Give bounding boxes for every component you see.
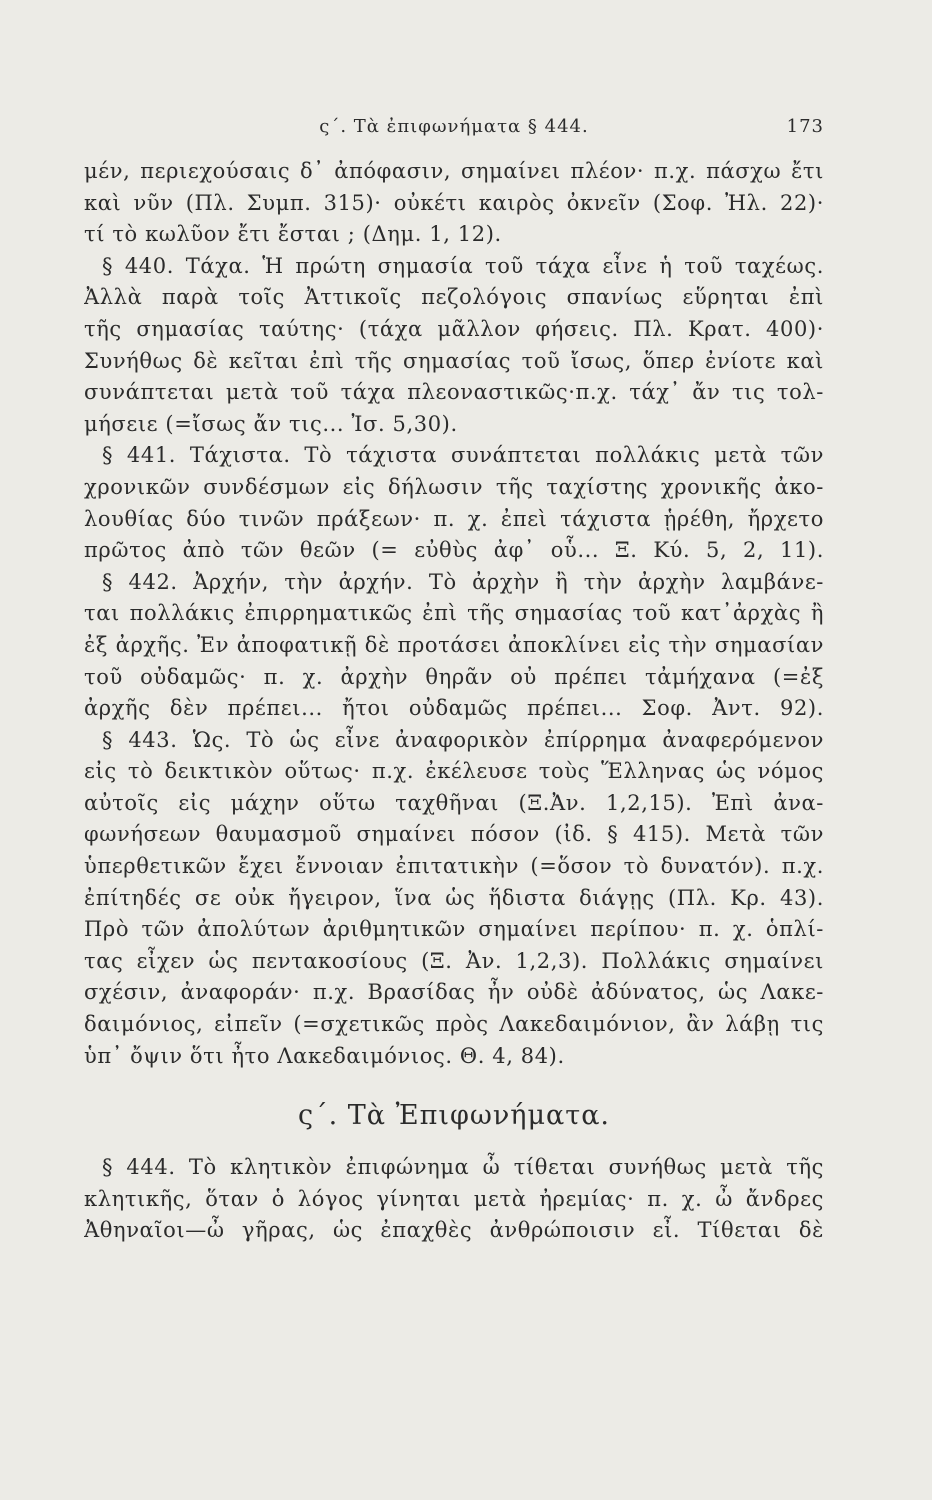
text-line: § 441. Τάχιστα. Τὸ τάχιστα συνάπτεται πολλάκις μετὰ τῶν [102,443,824,468]
text-line: συνάπτεται μετὰ τοῦ τάχα πλεοναστικῶς·π.χ. τάχ᾽ ἄν τις τολ- [84,380,824,405]
text-line: ἐξ ἀρχῆς. Ἐν ἀποφατικῇ δὲ προτάσει ἀποκλίνει εἰς τὴν σημασίαν [84,632,824,657]
text-line: Πρὸ τῶν ἀπολύτων ἀριθμητικῶν σημαίνει περίπου· π. χ. ὁπλί- [84,917,824,942]
text-line: Ἀλλὰ παρὰ τοῖς Ἀττικοῖς πεζολόγοις σπανίως εὕρηται ἐπὶ [84,285,824,310]
text-line: ὑπ᾽ ὄψιν ὅτι ἦτο Λακεδαιμόνιος. Θ. 4, 84). [84,1043,565,1068]
text-line: δαιμόνιος, εἰπεῖν (=σχετικῶς πρὸς Λακεδαιμόνιον, ἂν λάβῃ τις [84,1012,824,1037]
text-line: § 444. Τὸ κλητικὸν ἐπιφώνημα ὦ τίθεται συνήθως μετὰ τῆς [102,1155,824,1180]
text-line: σχέσιν, ἀναφοράν· π.χ. Βρασίδας ἦν οὐδὲ ἀδύνατος, ὡς Λακε- [84,980,824,1005]
text-line: αὐτοῖς εἰς μάχην οὕτω ταχθῆναι (Ξ.Ἀν. 1,2,15). Ἐπὶ ἀνα- [84,790,824,815]
text-line: Συνήθως δὲ κεῖται ἐπὶ τῆς σημασίας τοῦ ἴσως, ὅπερ ἐνίοτε καὶ [84,348,824,373]
paragraph [84,156,824,251]
text-line: χρονικῶν συνδέσμων εἰς δήλωσιν τῆς ταχίστης χρονικῆς ἀκο- [84,474,824,499]
text-line: πρῶτος ἀπὸ τῶν θεῶν (= εὐθὺς ἀφ᾽ οὗ... Ξ. Κύ. 5, 2, 11). [84,538,824,563]
text-line: τοῦ οὐδαμῶς· π. χ. ἀρχὴν θηρᾶν οὐ πρέπει τἀμήχανα (=ἐξ [84,664,824,689]
text-line: ἐπίτηδές σε οὐκ ἤγειρον, ἵνα ὡς ἥδιστα διάγῃς (Πλ. Κρ. 43). [84,885,824,910]
section-title: ς΄. Τὰ Ἐπιφωνήματα. [297,1100,611,1132]
running-title: ς΄. Τὰ ἐπιφωνήματα § 444. [319,116,589,137]
text-line: κλητικῆς, ὅταν ὁ λόγος γίνηται μετὰ ἠρεμίας· π. χ. ὦ ἄνδρες [84,1186,824,1211]
paragraph-441 [84,440,824,566]
text-line: φωνήσεων θαυμασμοῦ σημαίνει πόσον (ἰδ. § 415). Μετὰ τῶν [84,822,824,847]
text-line: εἰς τὸ δεικτικὸν οὕτως· π.χ. ἐκέλευσε τοὺς Ἕλληνας ὡς νόμος [84,759,824,784]
page-number: 173 [786,116,824,137]
text-line: μέν, περιεχούσαις δ᾽ ἀπόφασιν, σημαίνει πλέον· π.χ. πάσχω ἔτι [84,159,824,183]
page-header [84,116,824,144]
paragraph-443 [84,725,824,1073]
paragraph-440 [84,251,824,441]
text-line: τας εἶχεν ὡς πεντακοσίους (Ξ. Ἀν. 1,2,3). Πολλάκις σημαίνει [84,948,824,973]
paragraph-442 [84,567,824,725]
paragraph-444 [84,1152,824,1247]
text-line: ὑπερθετικῶν ἔχει ἔννοιαν ἐπιτατικὴν (=ὅσον τὸ δυνατόν). π.χ. [84,854,824,879]
text-line: ται πολλάκις ἐπιρρηματικῶς ἐπὶ τῆς σημασίας τοῦ κατ᾽ἀρχὰς ἢ [84,601,824,626]
text-line: § 443. Ὡς. Τὸ ὡς εἶνε ἀναφορικὸν ἐπίρρημα ἀναφερόμενον [102,727,824,752]
text-line: λουθίας δύο τινῶν πράξεων· π. χ. ἐπεὶ τάχιστα ᾑρέθη, ἤρχετο [84,506,824,531]
text-line: καὶ νῦν (Πλ. Συμπ. 315)· οὐκέτι καιρὸς ὀκνεῖν (Σοφ. Ἠλ. 22)· [84,190,824,215]
page-body [84,156,824,1247]
text-line: Ἀθηναῖοι—ὦ γῆρας, ὡς ἐπαχθὲς ἀνθρώποισιν εἶ. Τίθεται δὲ [84,1218,824,1243]
text-line: τῆς σημασίας ταύτης· (τάχα μᾶλλον φήσεις. Πλ. Κρατ. 400)· [84,316,824,341]
text-line: ἀρχῆς δὲν πρέπει... ἤτοι οὐδαμῶς πρέπει... Σοφ. Ἀντ. 92). [84,696,824,721]
text-line: μήσειε (=ἴσως ἄν τις... Ἰσ. 5,30). [84,411,458,436]
text-line: § 442. Ἀρχήν, τὴν ἀρχήν. Τὸ ἀρχὴν ἢ τὴν ἀρχὴν λαμβάνε- [102,569,824,594]
text-line: τί τὸ κωλῦον ἔτι ἔσται ; (Δημ. 1, 12). [84,222,502,247]
text-line: § 440. Τάχα. Ἡ πρώτη σημασία τοῦ τάχα εἶνε ἡ τοῦ ταχέως. [102,253,824,278]
